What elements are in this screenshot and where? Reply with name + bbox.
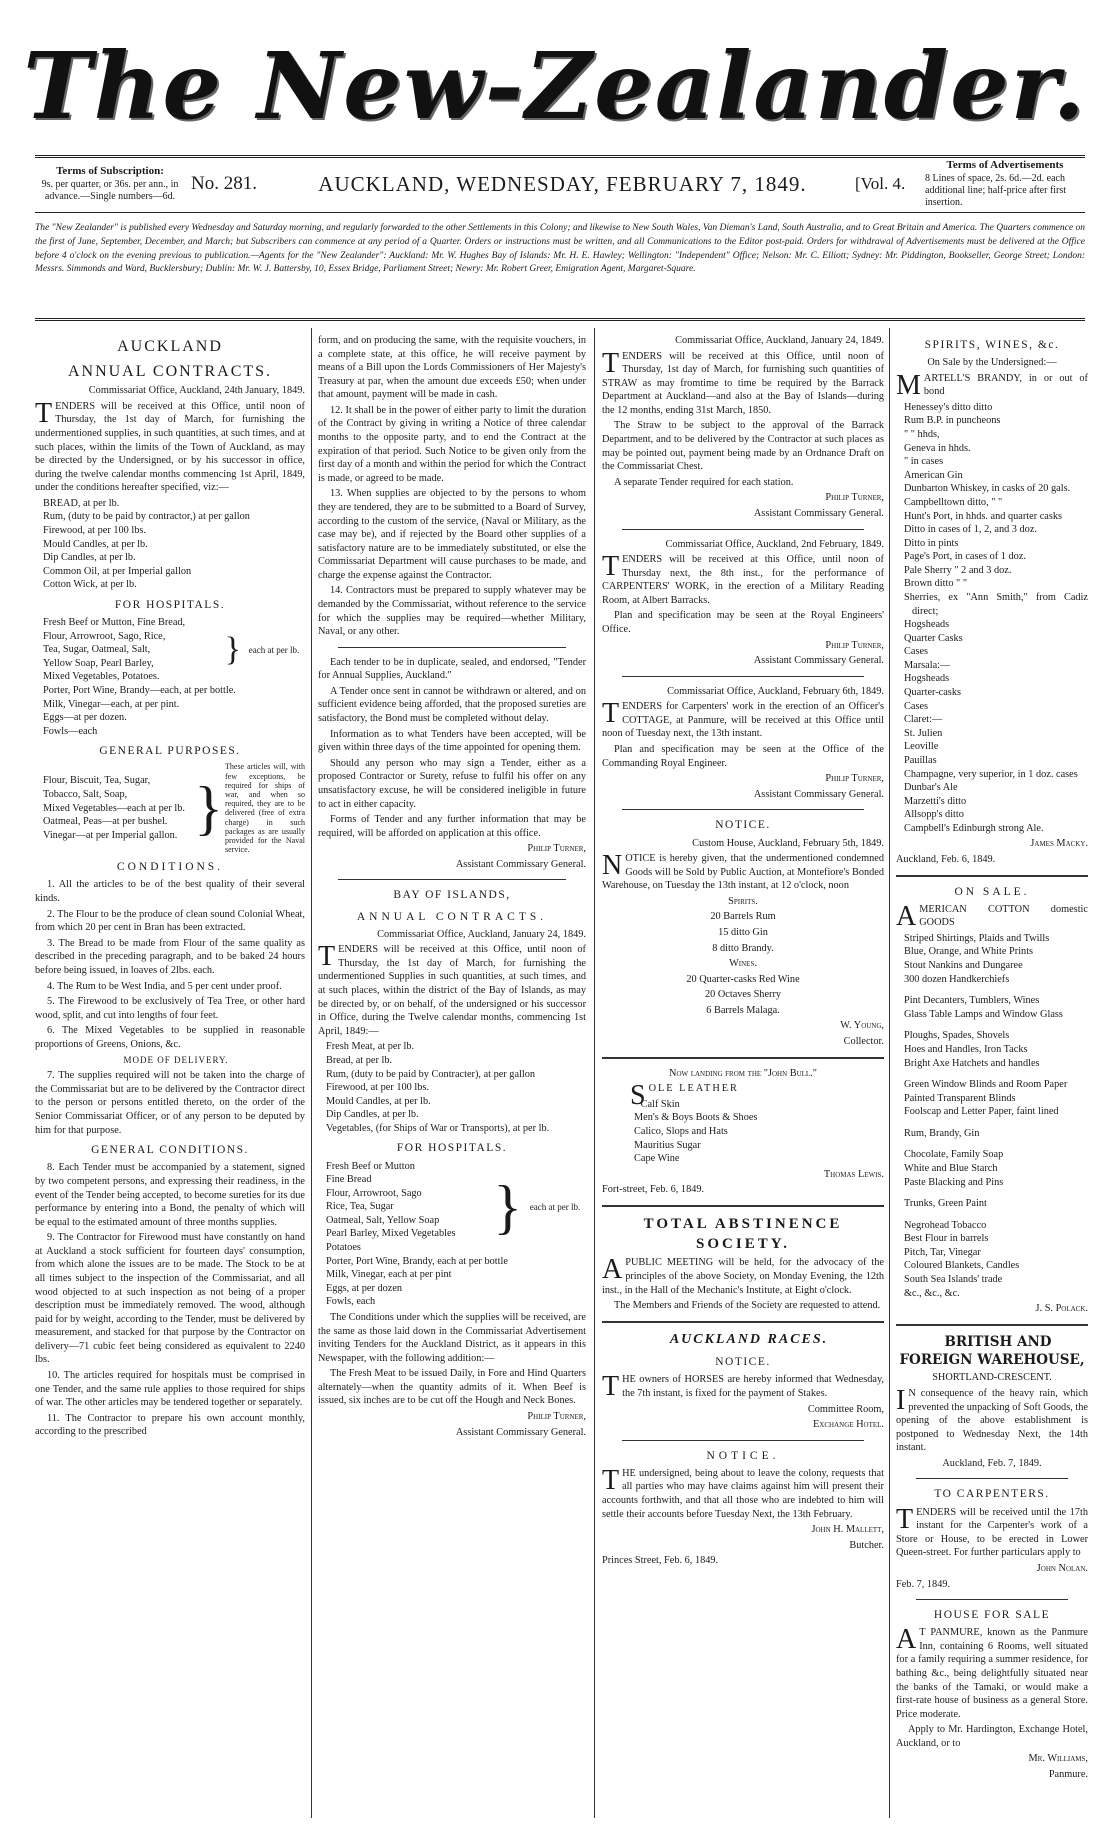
list-item: Fowls—each bbox=[43, 725, 98, 737]
column-rule bbox=[311, 328, 312, 1818]
list-item: Yellow Soap, Pearl Barley, bbox=[43, 657, 154, 669]
list-item: Pale Sherry " 2 and 3 doz. bbox=[904, 564, 1012, 576]
paragraph: The Conditions under which the supplies will be received, are the same as those laid down in the Commissariat Advertisement inviting Tenders for the Auckland District, as it appears in this Newspaper, with the following addition:— bbox=[318, 1311, 586, 1364]
signature-place: Princes Street, Feb. 6, 1849. bbox=[602, 1555, 719, 1567]
list-item: 15 ditto Gin bbox=[718, 926, 768, 938]
general-purposes-list bbox=[35, 762, 305, 854]
separator bbox=[622, 529, 864, 530]
list-item: Eggs—at per dozen. bbox=[43, 712, 127, 724]
list-item: Glass Table Lamps and Window Glass bbox=[904, 1008, 1063, 1020]
paragraph: A Tender once sent in cannot be withdrawn or altered, and on sufficient evidence being afforded, that the proposed sureties are satisfactory, the Bond must be completed without delay. bbox=[318, 685, 586, 725]
heading: BAY OF ISLANDS, bbox=[393, 889, 511, 902]
heading: AUCKLAND bbox=[117, 338, 223, 355]
list-item: " " hhds, bbox=[904, 429, 940, 441]
separator bbox=[622, 676, 864, 677]
list-item: Mixed Vegetables, Potatoes. bbox=[43, 671, 160, 683]
list-item: Mauritius Sugar bbox=[634, 1139, 701, 1151]
list-item: Fine Bread bbox=[326, 1174, 372, 1186]
paragraph: THE owners of HORSES are hereby informed that Wednesday, the 7th instant, is fixed for the payment of Stakes. bbox=[602, 1371, 884, 1403]
rule bbox=[35, 318, 1085, 321]
list-item: Marsala:— bbox=[904, 659, 951, 671]
subheading: Spirits. bbox=[728, 895, 758, 907]
signature-place: Fort-street, Feb. 6, 1849. bbox=[602, 1184, 705, 1196]
heading: TO CARPENTERS. bbox=[934, 1488, 1050, 1501]
paragraph: 13. When supplies are objected to by the persons to whom they are tendered, they are to be submitted to a Board of Survey, according to the custom of the service, (Naval or Military, as the case may be), and if rejected by the Board other supplies of a satisfactory nature are to be immediately substituted, or else the Commissariat Department will cause purchases to be made, and charge the expense against the Contractor. bbox=[318, 488, 586, 581]
volume: [Vol. 4. bbox=[855, 174, 906, 193]
list-item: Oatmeal, Salt, Yellow Soap bbox=[326, 1214, 440, 1226]
list-item: Foolscap and Letter Paper, faint lined bbox=[904, 1106, 1059, 1118]
list-item: Sherries, ex "Ann Smith," from Cadiz direct; bbox=[904, 592, 1088, 617]
column-1 bbox=[35, 332, 305, 1441]
signature: John H. Mallett, bbox=[811, 1524, 884, 1536]
subheading: SHORTLAND-CRESCENT. bbox=[932, 1372, 1052, 1384]
paragraph: 3. The Bread to be made from Flour of the same quality as described in the preceding paragraph, and to be baked 24 hours before being issued, in loaves of 2lbs. each. bbox=[35, 937, 305, 976]
separator bbox=[602, 1205, 884, 1207]
list-item: Stout Nankins and Dungaree bbox=[904, 960, 1023, 972]
list-item: Pint Decanters, Tumblers, Wines bbox=[904, 995, 1040, 1007]
heading: CONDITIONS. bbox=[116, 861, 224, 874]
separator bbox=[916, 1478, 1068, 1479]
paragraph: TENDERS will be received at this Office, until noon of Thursday next, the 8th inst., for the performance of CARPENTERS' WORK, in the erection of a Military Reading Room, at Albert Barracks. bbox=[602, 551, 884, 606]
list-item: Coloured Blankets, Candles bbox=[904, 1260, 1020, 1272]
list-item: Vinegar—at per Imperial gallon. bbox=[43, 829, 178, 841]
list-item: Bread, at per lb. bbox=[326, 1054, 393, 1066]
on-sale-list bbox=[896, 932, 1088, 1300]
separator bbox=[622, 809, 864, 810]
subheading: Now landing from the "John Bull." bbox=[669, 1067, 817, 1079]
list-item: Flour, Arrowroot, Sago, Rice, bbox=[43, 630, 166, 642]
heading: MODE OF DELIVERY. bbox=[123, 1055, 229, 1066]
list-item: Cape Wine bbox=[634, 1153, 680, 1165]
separator bbox=[622, 1440, 864, 1441]
list-item: Quarter-casks bbox=[904, 687, 961, 699]
masthead bbox=[23, 16, 1087, 156]
list-item: Pearl Barley, Mixed Vegetables bbox=[326, 1228, 456, 1240]
list-item: Mould Candles, at per lb. bbox=[326, 1095, 431, 1107]
paragraph: 14. Contractors must be prepared to supply whatever may be demanded by the Commissariat, without reference to the service for which the supplies may be required—whether Military, Naval, or any other. bbox=[318, 585, 586, 638]
list-item: Flour, Biscuit, Tea, Sugar, bbox=[43, 775, 151, 787]
list-item: BREAD, at per lb. bbox=[43, 497, 120, 509]
separator bbox=[916, 1599, 1068, 1600]
signature-title: Assistant Commissary General. bbox=[753, 788, 884, 800]
list-item: Hoes and Handles, Iron Tacks bbox=[904, 1043, 1028, 1055]
list-item: Dunbar's Ale bbox=[904, 782, 958, 794]
paragraph: 1. All the articles to be of the best quality of their several kinds. bbox=[35, 879, 305, 905]
list-item: Negrohead Tobacco bbox=[904, 1219, 987, 1231]
list-item: Milk, Vinegar, each at per pint bbox=[326, 1269, 452, 1281]
paragraph: MARTELL'S BRANDY, in or out of bond bbox=[896, 369, 1088, 401]
list-item: Campbelltown ditto, " " bbox=[904, 496, 1003, 508]
list-item: Porter, Port Wine, Brandy—each, at per bottle. bbox=[43, 684, 236, 696]
signature: Philip Turner, bbox=[825, 639, 884, 651]
hospital-list bbox=[318, 1160, 586, 1255]
signature-title: Butcher. bbox=[849, 1539, 884, 1551]
list-item: Mould Candles, at per lb. bbox=[43, 538, 148, 550]
issue-info-line bbox=[35, 159, 1085, 208]
heading: ANNUAL CONTRACTS. bbox=[356, 910, 548, 923]
subscription-terms bbox=[35, 165, 185, 202]
column-rule bbox=[594, 328, 595, 1818]
heading: HOUSE FOR SALE bbox=[933, 1609, 1051, 1622]
list-item: " in cases bbox=[904, 456, 944, 468]
signature-place: Auckland, Feb. 7, 1849. bbox=[942, 1457, 1042, 1469]
list-item: Porter, Port Wine, Brandy, each at per bottle bbox=[326, 1255, 508, 1267]
list-item: Green Window Blinds and Room Paper bbox=[904, 1079, 1068, 1091]
paragraph: 5. The Firewood to be exclusively of Tea Tree, or other hard wood, split, and cut into lengths of four feet. bbox=[35, 996, 305, 1021]
paragraph: SOLE LEATHER bbox=[630, 1080, 739, 1112]
signature: W. Young, bbox=[840, 1020, 884, 1032]
paragraph: APUBLIC MEETING will be held, for the advocacy of the principles of the above Society, on Monday Evening, the 12th inst., in the Hall of the Mechanic's Institute, at Eight o'clock. bbox=[602, 1254, 884, 1296]
paragraph: Information as to what Tenders have been accepted, will be given within three days of the time appointed for opening them. bbox=[318, 728, 586, 754]
paragraph: 9. The Contractor for Firewood must have constantly on hand at Auckland a stock sufficient for fourteen days' consumption, from which alone the issues are to be made. The Stock to be at all times subject to the inspection of the Commissariat, and all wood objected to at such inspection as not being of a proper description must be immediately removed. The wood, although paid for by weight, according to the Tender, must be delivered by measurement, and stacked for that purpose by the Contractor on delivery—71 cubic feet being considered as equivalent to 2240 lbs. bbox=[35, 1232, 305, 1366]
list-item: Rice, Tea, Sugar bbox=[326, 1201, 394, 1213]
subheading: Wines. bbox=[729, 958, 757, 970]
signature: Philip Turner, bbox=[825, 492, 884, 504]
list-item: Cases bbox=[904, 700, 929, 712]
advertisement-terms bbox=[925, 159, 1085, 208]
column-4 bbox=[896, 332, 1088, 1784]
brace-note: each at per lb. bbox=[529, 1201, 581, 1212]
paragraph: TENDERS will be received at this Office, until noon of Thursday, 1st day of March, for furnishing such quantities of STRAW as may fromtime to time be required by the Barrack Department at Auckland—and also at the Bay of Islands—during the 12 months, ending 31st March, 1850. bbox=[602, 347, 884, 416]
office-line: Commissariat Office, Auckland, 24th January, 1849. bbox=[88, 385, 305, 397]
list-item: 20 Quarter-casks Red Wine bbox=[686, 973, 800, 985]
list-item: Brown ditto " " bbox=[904, 578, 968, 590]
list-item: Mixed Vegetables—each at per lb. bbox=[43, 802, 185, 814]
list-item: Allsopp's ditto bbox=[904, 809, 964, 821]
signature-place: Feb. 7, 1849. bbox=[896, 1578, 951, 1590]
list-item: Quarter Casks bbox=[904, 632, 963, 644]
office-line: Commissariat Office, Auckland, 2nd February, 1849. bbox=[665, 538, 884, 550]
list-item: Striped Shirtings, Plaids and Twills bbox=[904, 932, 1050, 944]
separator bbox=[896, 875, 1088, 877]
paragraph: Forms of Tender and any further information that may be required, will be afforded on application at this office. bbox=[318, 814, 586, 839]
list-item: Ditto in cases of 1, 2, and 3 doz. bbox=[904, 524, 1037, 536]
paragraph: Each tender to be in duplicate, sealed, and endorsed, "Tender for Annual Supplies, Auckland." bbox=[318, 656, 586, 682]
spirits-list bbox=[896, 401, 1088, 836]
advertisement-body: 8 Lines of space, 2s. 6d.—2d. each additional line; half-price after first insertion. bbox=[925, 172, 1067, 208]
list-item: Common Oil, at per Imperial gallon bbox=[43, 565, 192, 577]
newspaper-title: The New-Zealander. bbox=[23, 32, 1087, 140]
list-item: Eggs, at per dozen bbox=[326, 1282, 403, 1294]
paragraph: NOTICE is hereby given, that the undermentioned condemned Goods will be Sold by Public Auction, at Montefiore's Bonded Warehouse, on Tuesday the 13th instant, at 12 o'clock, noon bbox=[602, 850, 884, 892]
paragraph: TENDERS will be received until the 17th instant for the Carpenter's work of a Store or House, to be erected in Lower Queen-street. For further particulars apply to bbox=[896, 1503, 1088, 1559]
signature: Philip Turner, bbox=[825, 773, 884, 785]
brace: } bbox=[224, 631, 241, 668]
separator bbox=[896, 1324, 1088, 1326]
heading: TOTAL ABSTINENCE SOCIETY. bbox=[643, 1215, 843, 1252]
signature: Philip Turner, bbox=[527, 1410, 586, 1422]
list-item: Hogsheads bbox=[904, 673, 950, 685]
paragraph: 4. The Rum to be West India, and 5 per cent under proof. bbox=[47, 980, 282, 992]
paragraph: A separate Tender required for each station. bbox=[614, 476, 794, 488]
list-item: Cases bbox=[904, 646, 929, 658]
subscription-body: 9s. per quarter, or 36s. per ann., in advance.—Single numbers—6d. bbox=[41, 178, 179, 202]
signature: Committee Room, bbox=[807, 1403, 884, 1415]
heading: FOR HOSPITALS. bbox=[396, 1142, 508, 1155]
list-item: Tea, Sugar, Oatmeal, Salt, bbox=[43, 644, 151, 656]
list-item: St. Julien bbox=[904, 727, 943, 739]
list-item: American Gin bbox=[904, 469, 963, 481]
heading: NOTICE. bbox=[715, 819, 771, 832]
brace: } bbox=[493, 1174, 522, 1241]
list-item: Calico, Slops and Hats bbox=[634, 1125, 728, 1137]
office-line: Commissariat Office, Auckland, February 6th, 1849. bbox=[667, 685, 884, 697]
heading: FOR HOSPITALS. bbox=[114, 598, 226, 611]
list-item: Firewood, at per 100 lbs. bbox=[326, 1082, 429, 1094]
list-item: 20 Barrels Rum bbox=[710, 911, 776, 923]
list-item: Pitch, Tar, Vinegar bbox=[904, 1246, 981, 1258]
list-item: 6 Barrels Malaga. bbox=[706, 1004, 780, 1016]
list-item: Ploughs, Spades, Shovels bbox=[904, 1030, 1010, 1042]
heading: ANNUAL CONTRACTS. bbox=[67, 363, 273, 381]
signature: John Nolan. bbox=[1036, 1562, 1088, 1574]
column-rule bbox=[889, 328, 890, 1818]
list-item: South Sea Islands' trade bbox=[904, 1274, 1003, 1286]
signature-title: Assistant Commissary General. bbox=[753, 507, 884, 519]
heading: GENERAL PURPOSES. bbox=[99, 745, 241, 758]
brace-note: each at per lb. bbox=[248, 644, 300, 655]
list-item: 300 dozen Handkerchiefs bbox=[904, 973, 1010, 985]
list-item: Potatoes bbox=[326, 1242, 361, 1254]
list-item: Chocolate, Family Soap bbox=[904, 1149, 1004, 1161]
paragraph: TENDERS for Carpenters' work in the erection of an Officer's COTTAGE, at Panmure, will be received at this Office until noon of Tuesday next, the 13th instant. bbox=[602, 698, 884, 740]
paragraph: On Sale by the Undersigned:— bbox=[927, 357, 1057, 369]
paragraph: 8. Each Tender must be accompanied by a statement, signed by two competent persons, and expressing their readiness, in the event of the Tender being accepted, to become sureties for its due performance by entering into a Bond, the penalty of which will be equal to the estimated amount of three months supplies. bbox=[35, 1162, 305, 1228]
advertisement-title: Terms of Advertisements bbox=[946, 159, 1064, 172]
list-item: Leoville bbox=[904, 741, 939, 753]
paragraph: Plan and specification may be seen at the Office of the Commanding Royal Engineer. bbox=[602, 744, 884, 769]
column-3 bbox=[602, 332, 884, 1570]
paragraph: 6. The Mixed Vegetables to be supplied in reasonable proportions of Greens, Onions, &c. bbox=[35, 1025, 305, 1050]
separator bbox=[338, 879, 566, 880]
paragraph: The Straw to be subject to the approval of the Barrack Department, and to be delivered by the Contractor at such places as may be pointed out, payment being made by an Ordnance Draft on the Commissariat Chest. bbox=[602, 420, 884, 473]
list-item: 20 Octaves Sherry bbox=[704, 989, 782, 1001]
hospital-list bbox=[35, 616, 305, 684]
list-item: Campbell's Edinburgh strong Ale. bbox=[904, 822, 1044, 834]
list-item: Calf Skin bbox=[640, 1098, 680, 1110]
list-item: Claret:— bbox=[904, 714, 943, 726]
paragraph: THE undersigned, being about to leave the colony, requests that all parties who may have claims against him will present their accounts forthwith, and that all those who are indebted to him will settle their accounts before Tuesday Next, the 13th February. bbox=[602, 1464, 884, 1520]
paragraph: 7. The supplies required will not be taken into the charge of the Commissariat but are to be delivered by the Contractor direct to the person or persons entitled thereto, on the order of the Senior Commissariat Officer, or of any person to be deputed by him for that purpose. bbox=[35, 1070, 305, 1136]
heading: GENERAL CONDITIONS. bbox=[91, 1144, 249, 1157]
paragraph: Plan and specification may be seen at the Royal Engineers' Office. bbox=[602, 610, 884, 635]
brace-note: These articles will, with few exceptions, be required for ships of war, and when so required, they are to be delivered (free of extra charge) in such packages as are usually provided for the Naval service. bbox=[225, 762, 305, 855]
signature: J. S. Polack. bbox=[1035, 1303, 1088, 1315]
paragraph: A T PANMURE, known as the Panmure Inn, containing 6 Rooms, well situated for a family requiring a summer residence, for bathing &c., being delightfully situated near the banks of the Tamaki, or would make a first-rate house of business as a general Store. Price moderate. bbox=[896, 1624, 1088, 1720]
list-item: Flour, Arrowroot, Sago bbox=[326, 1187, 422, 1199]
paragraph: 12. It shall be in the power of either party to limit the duration of the Contract by giving in writing a Notice of three calendar months to the opposite party, and to end the Contract at the expiration of that period. Such Notice to be given only from the first day of a month and within the period for which the Contract is made, or agreed to be made. bbox=[318, 404, 586, 484]
list-item: Geneva in hhds. bbox=[904, 442, 971, 454]
office-line: Custom House, Auckland, February 5th, 1849. bbox=[692, 837, 884, 849]
paragraph: Apply to Mr. Hardington, Exchange Hotel, Auckland, or to bbox=[896, 1724, 1088, 1749]
list-item: Milk, Vinegar—each, at per pint. bbox=[43, 698, 180, 710]
paragraph: 10. The articles required for hospitals must be comprised in one Tender, and the same rule applies to those required for ships of war. The other articles may be tendered together or separately. bbox=[35, 1370, 305, 1409]
list-item: Pauillas bbox=[904, 754, 937, 766]
list-item: &c., &c., &c. bbox=[904, 1287, 960, 1299]
separator bbox=[338, 647, 566, 648]
paragraph: 11. The Contractor to prepare his own account monthly, according to the prescribed bbox=[35, 1412, 305, 1438]
heading: NOTICE. bbox=[715, 1356, 771, 1369]
signature: Thomas Lewis. bbox=[823, 1168, 884, 1180]
list-item: Rum, (duty to be paid by Contracter), at per gallon bbox=[326, 1068, 536, 1080]
office-line: Commissariat Office, Auckland, January 24, 1849. bbox=[675, 335, 884, 346]
list-item: Dunbarton Whiskey, in casks of 20 gals. bbox=[904, 483, 1071, 495]
paragraph: form, and on producing the same, with the requisite vouchers, in a complete state, at this office, he will receive payment by means of a Bill upon the Lords Commissioners of Her Majesty's Treasury at par, when the amount due exceeds £50; when under that amount, payment will be made in cash. bbox=[318, 335, 586, 401]
signature: Mr. Williams, bbox=[1028, 1753, 1088, 1765]
list-item: Dip Candles, at per lb. bbox=[43, 552, 136, 564]
signature: Philip Turner, bbox=[527, 843, 586, 855]
rule bbox=[35, 155, 1085, 158]
signature-title: Assistant Commissary General. bbox=[455, 858, 586, 870]
list-item: Dip Candles, at per lb. bbox=[326, 1109, 419, 1121]
list-item: Men's & Boys Boots & Shoes bbox=[634, 1112, 758, 1124]
heading: SPIRITS, WINES, &c. bbox=[924, 339, 1060, 351]
signature-title: Exchange Hotel. bbox=[813, 1419, 884, 1431]
heading: AUCKLAND RACES. bbox=[669, 1331, 829, 1347]
list-item: Blue, Orange, and White Prints bbox=[904, 946, 1034, 958]
list-item: Best Flour in barrels bbox=[904, 1233, 989, 1245]
list-item: Paste Blacking and Pins bbox=[904, 1176, 1004, 1188]
list-item: Champagne, very superior, in 1 doz. cases bbox=[904, 768, 1078, 780]
list-item: 8 ditto Brandy. bbox=[712, 942, 774, 954]
heading: BRITISH AND FOREIGN WAREHOUSE, bbox=[899, 1333, 1085, 1368]
paragraph: The Fresh Meat to be issued Daily, in Fore and Hind Quarters alternately—when the quantity admits of it. When Beef is issued, six inches are to be cut off the Hough and Neck Bones. bbox=[318, 1368, 586, 1407]
separator bbox=[602, 1321, 884, 1323]
signature: James Macky. bbox=[1030, 838, 1088, 850]
list-item: Hunt's Port, in hhds. and quarter casks bbox=[904, 510, 1063, 522]
list-item: Marzetti's ditto bbox=[904, 795, 967, 807]
list-item: Bright Axe Hatchets and handles bbox=[904, 1057, 1040, 1069]
list-item: Firewood, at per 100 lbs. bbox=[43, 525, 146, 536]
signature-title: Assistant Commissary General. bbox=[753, 655, 884, 667]
rule bbox=[35, 212, 1085, 213]
paragraph: I N consequence of the heavy rain, which prevented the unpacking of Soft Goods, the opening of the above establishment is postponed to Wednesday Next, the 14th instant. bbox=[896, 1384, 1088, 1454]
list-item: Rum, Brandy, Gin bbox=[904, 1127, 980, 1139]
list-item: Fresh Beef or Mutton bbox=[326, 1160, 415, 1172]
separator bbox=[602, 1057, 884, 1059]
list-item: Trunks, Green Paint bbox=[904, 1198, 987, 1210]
paragraph: 2. The Flour to be the produce of clean sound Colonial Wheat, from which 20 per cent in Bran has been extracted. bbox=[35, 908, 305, 934]
signature-title: Assistant Commissary General. bbox=[455, 1426, 586, 1438]
brace: } bbox=[194, 775, 223, 842]
list-item: Henessey's ditto ditto bbox=[904, 401, 993, 413]
issue-number: No. 281. bbox=[191, 173, 257, 194]
paragraph: TENDERS will be received at this Office, until noon of Thursday, the 1st day of March, for furnishing the undermentioned supplies, in such quantities, at such times, and at such places, within the limits of the Town of Auckland, as may be directed by the Undersigned, or by his successor in office, during the twelve calendar months commencing 1st April, 1849, under the conditions hereafter specified, viz:— bbox=[35, 397, 305, 494]
column-2 bbox=[318, 332, 586, 1441]
subscription-title: Terms of Subscription: bbox=[56, 165, 164, 178]
signature-title: Collector. bbox=[843, 1036, 884, 1048]
list-item: Tobacco, Salt, Soap, bbox=[43, 789, 128, 800]
list-item: Hogsheads bbox=[904, 619, 950, 631]
list-item: Page's Port, in cases of 1 doz. bbox=[904, 551, 1026, 563]
paragraph: Should any person who may sign a Tender, either as a proposed Contractor or Surety, refuse to fulfil his offer on any unsatisfactory excuse, he will be considered ineligible in future to act in either capacity. bbox=[318, 757, 586, 810]
heading: ON SALE. bbox=[954, 885, 1030, 898]
paragraph: AMERICAN COTTON domestic GOODS bbox=[896, 900, 1088, 932]
heading: NOTICE. bbox=[706, 1449, 780, 1462]
list-item: Ditto in pints bbox=[904, 537, 959, 549]
office-line: Commissariat Office, Auckland, January 24, 1849. bbox=[377, 928, 586, 940]
list-item: Fowls, each bbox=[326, 1296, 376, 1308]
list-item: Rum, (duty to be paid by contractor,) at per gallon bbox=[43, 511, 250, 523]
list-item: Cotton Wick, at per lb. bbox=[43, 579, 137, 591]
signature-place: Panmure. bbox=[1048, 1769, 1088, 1781]
signature-place: Auckland, Feb. 6, 1849. bbox=[896, 853, 996, 865]
list-item: Oatmeal, Peas—at per bushel. bbox=[43, 816, 168, 828]
paragraph: The Members and Friends of the Society are requested to attend. bbox=[614, 1300, 881, 1312]
publication-note: The "New Zealander" is published every Wednesday and Saturday morning, and regularly forwarded to the other Settlements in this Colony; and likewise to New South Wales, Van Dieman's Land, South Australia, and to Great Britain and America. The Quarters commence on the first of June, September, December, and March; but Subscribers can commence at any period of a Quarter. Orders or instructions must be written, and all Communications to the Editor post-paid. Orders for withdrawal of Advertisements must be delivered at the Office before 4 o'clock on the evening previous to publication.—Agents for the "New Zealander": Auckland: Mr. W. Hughes Bay of Islands: Mr. H. E. Hawley; Wellington: "Independent" Office; Nelson: Mr. C. Elliott; Sydney: Mr. Piddington, Bookseller, George Street; London: Messrs. Simmonds and Ward, Bucklersbury; Dublin: Mr. W. J. Battersby, 10, Essex Bridge, Parliament Street; Newry: Mr. Robert Greer, Emigration Agent, Margaret-Square. bbox=[35, 223, 1085, 275]
list-item: Fresh Meat, at per lb. bbox=[326, 1041, 415, 1053]
paragraph: TENDERS will be received at this Office, until noon of Thursday, the 1st day of March, for furnishing the undermentioned Supplies in such quantities, at such times, and at such places, within the district of the Bay of Islands, as may be directed by, or on behalf, of the undersigned or his successor in Office, during the Twelve calendar months, commencing 1st April, 1849:— bbox=[318, 941, 586, 1037]
list-item: Vegetables, (for Ships of War or Transports), at per lb. bbox=[326, 1122, 550, 1134]
list-item: White and Blue Starch bbox=[904, 1162, 998, 1174]
list-item: Fresh Beef or Mutton, Fine Bread, bbox=[43, 617, 186, 629]
list-item: Rum B.P. in puncheons bbox=[904, 415, 1001, 427]
list-item: Painted Transparent Blinds bbox=[904, 1092, 1016, 1104]
place-date: AUCKLAND, WEDNESDAY, FEBRUARY 7, 1849. bbox=[318, 171, 807, 196]
